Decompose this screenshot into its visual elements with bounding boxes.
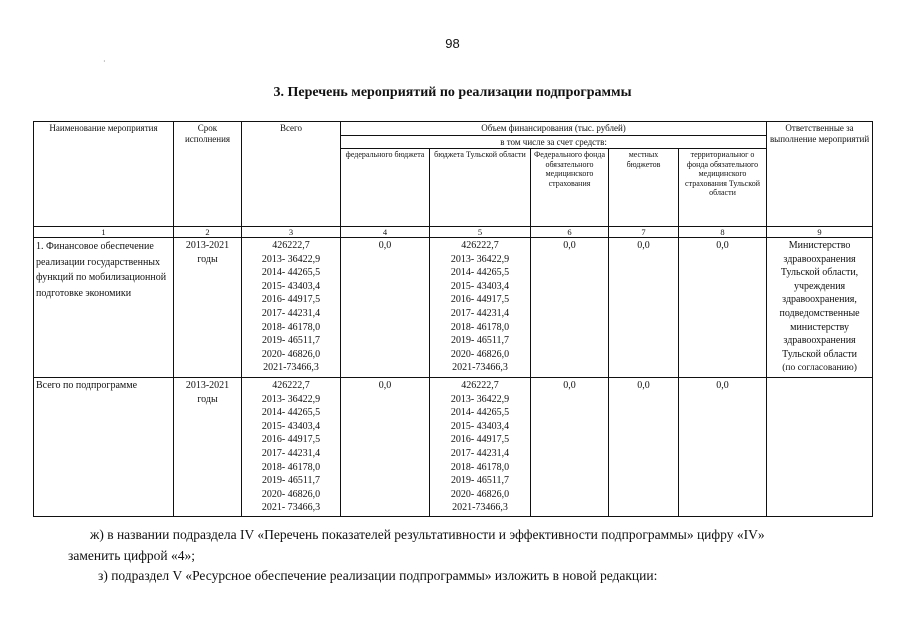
section-title: 3. Перечень мероприятий по реализации подпрограммы (273, 85, 632, 100)
header-terr-fund: территориальног о фонда обязательного медицинского страхования Тульской области (679, 149, 767, 227)
regional-line: 2019- 46511,7 (451, 335, 509, 347)
scan-speck: · (103, 57, 106, 66)
col-number: 9 (767, 227, 873, 238)
row-term: 2013-2021 годы (174, 377, 242, 516)
row-responsible (767, 238, 873, 378)
total-line: 2021-73466,3 (263, 362, 319, 374)
col-number: 2 (174, 227, 242, 238)
row-name: Всего по подпрограмме (34, 377, 174, 516)
header-regional: бюджета Тульской области (430, 149, 531, 227)
total-line: 2017- 44231,4 (261, 447, 321, 459)
row-term: 2013-2021 годы (174, 238, 242, 378)
regional-line: 2014- 44265,5 (450, 267, 510, 279)
responsible-note: (по согласованию) (782, 363, 857, 374)
total-line: 2019- 46511,7 (262, 335, 320, 347)
total-line: 2014- 44265,5 (261, 267, 321, 279)
header-name: Наименование мероприятия (34, 122, 174, 227)
col-number: 5 (430, 227, 531, 238)
table-row (34, 238, 873, 378)
col-number: 6 (531, 227, 609, 238)
regional-line: 2015- 43403,4 (450, 280, 510, 292)
header-total: Всего (242, 122, 341, 227)
regional-line: 2020- 46826,0 (450, 348, 510, 360)
column-number-row (34, 227, 873, 238)
total-line: 2018- 46178,0 (261, 321, 321, 333)
total-line: 2016- 44917,5 (261, 434, 321, 446)
row-regional (430, 238, 531, 378)
header-funding-group: Объем финансирования (тыс. рублей) (341, 122, 767, 136)
header-term: Срок исполнения (174, 122, 242, 227)
regional-line: 2019- 46511,7 (451, 475, 509, 487)
col-number: 7 (609, 227, 679, 238)
row-terr-fund: 0,0 (679, 377, 767, 516)
table-row (34, 377, 873, 516)
regional-line: 2017- 44231,4 (450, 307, 510, 319)
regional-line: 2016- 44917,5 (450, 434, 510, 446)
regional-line: 2021-73466,3 (452, 362, 508, 374)
page-number: 98 (445, 36, 460, 51)
regional-line: 426222,7 (461, 379, 499, 391)
regional-line: 2015- 43403,4 (450, 420, 510, 432)
regional-line: 2020- 46826,0 (450, 488, 510, 500)
header-including: в том числе за счет средств: (341, 135, 767, 149)
regional-line: 2021-73466,3 (452, 502, 508, 514)
row-regional (430, 377, 531, 516)
row-federal: 0,0 (341, 377, 430, 516)
col-number: 3 (242, 227, 341, 238)
total-line: 2020- 46826,0 (261, 488, 321, 500)
total-line: 2013- 36422,9 (261, 253, 321, 265)
header-responsible: Ответственные за выполнение мероприятий (767, 122, 873, 227)
header-fed-fund: Федерального фонда обязательного медицинского страхования (531, 149, 609, 227)
regional-line: 2017- 44231,4 (450, 447, 510, 459)
regional-line: 2013- 36422,9 (450, 253, 510, 265)
total-line: 2018- 46178,0 (261, 461, 321, 473)
total-line: 2019- 46511,7 (262, 475, 320, 487)
row-fed-fund: 0,0 (531, 238, 609, 378)
regional-line: 2014- 44265,5 (450, 407, 510, 419)
regional-line: 2016- 44917,5 (450, 294, 510, 306)
regional-line: 2018- 46178,0 (450, 461, 510, 473)
regional-line: 426222,7 (461, 240, 499, 251)
header-federal: федерального бюджета (341, 149, 430, 227)
paragraph-z: з) подраздел V «Ресурсное обеспечение реализации подпрограммы» изложить в новой редакции: (98, 568, 658, 583)
responsible-text: Министерство здравоохранения Тульской области, учреждения здравоохранения, подведомственные министерству здравоохранения Тульской области (779, 240, 860, 360)
regional-line: 2013- 36422,9 (450, 393, 510, 405)
row-total (242, 377, 341, 516)
row-local: 0,0 (609, 238, 679, 378)
total-line: 2016- 44917,5 (261, 294, 321, 306)
col-number: 8 (679, 227, 767, 238)
total-line: 2015- 43403,4 (261, 280, 321, 292)
total-line: 426222,7 (272, 379, 310, 391)
col-number: 4 (341, 227, 430, 238)
header-local: местных бюджетов (609, 149, 679, 227)
total-line: 2020- 46826,0 (261, 348, 321, 360)
paragraph-zh-line1: ж) в названии подраздела IV «Перечень показателей результативности и эффективности подпрограммы» цифру «IV» (90, 527, 765, 542)
total-line: 426222,7 (272, 240, 310, 251)
row-federal: 0,0 (341, 238, 430, 378)
total-line: 2015- 43403,4 (261, 420, 321, 432)
paragraph-zh-line2: заменить цифрой «4»; (68, 548, 196, 563)
total-line: 2021- 73466,3 (261, 502, 321, 514)
row-fed-fund: 0,0 (531, 377, 609, 516)
row-responsible (767, 377, 873, 516)
funding-table (33, 121, 873, 517)
row-local: 0,0 (609, 377, 679, 516)
total-line: 2017- 44231,4 (261, 307, 321, 319)
total-line: 2014- 44265,5 (261, 407, 321, 419)
row-total (242, 238, 341, 378)
regional-line: 2018- 46178,0 (450, 321, 510, 333)
row-terr-fund: 0,0 (679, 238, 767, 378)
col-number: 1 (34, 227, 174, 238)
total-line: 2013- 36422,9 (261, 393, 321, 405)
row-name: 1. Финансовое обеспечение реализации государственных функций по мобилизационной подготовке экономики (34, 238, 174, 378)
